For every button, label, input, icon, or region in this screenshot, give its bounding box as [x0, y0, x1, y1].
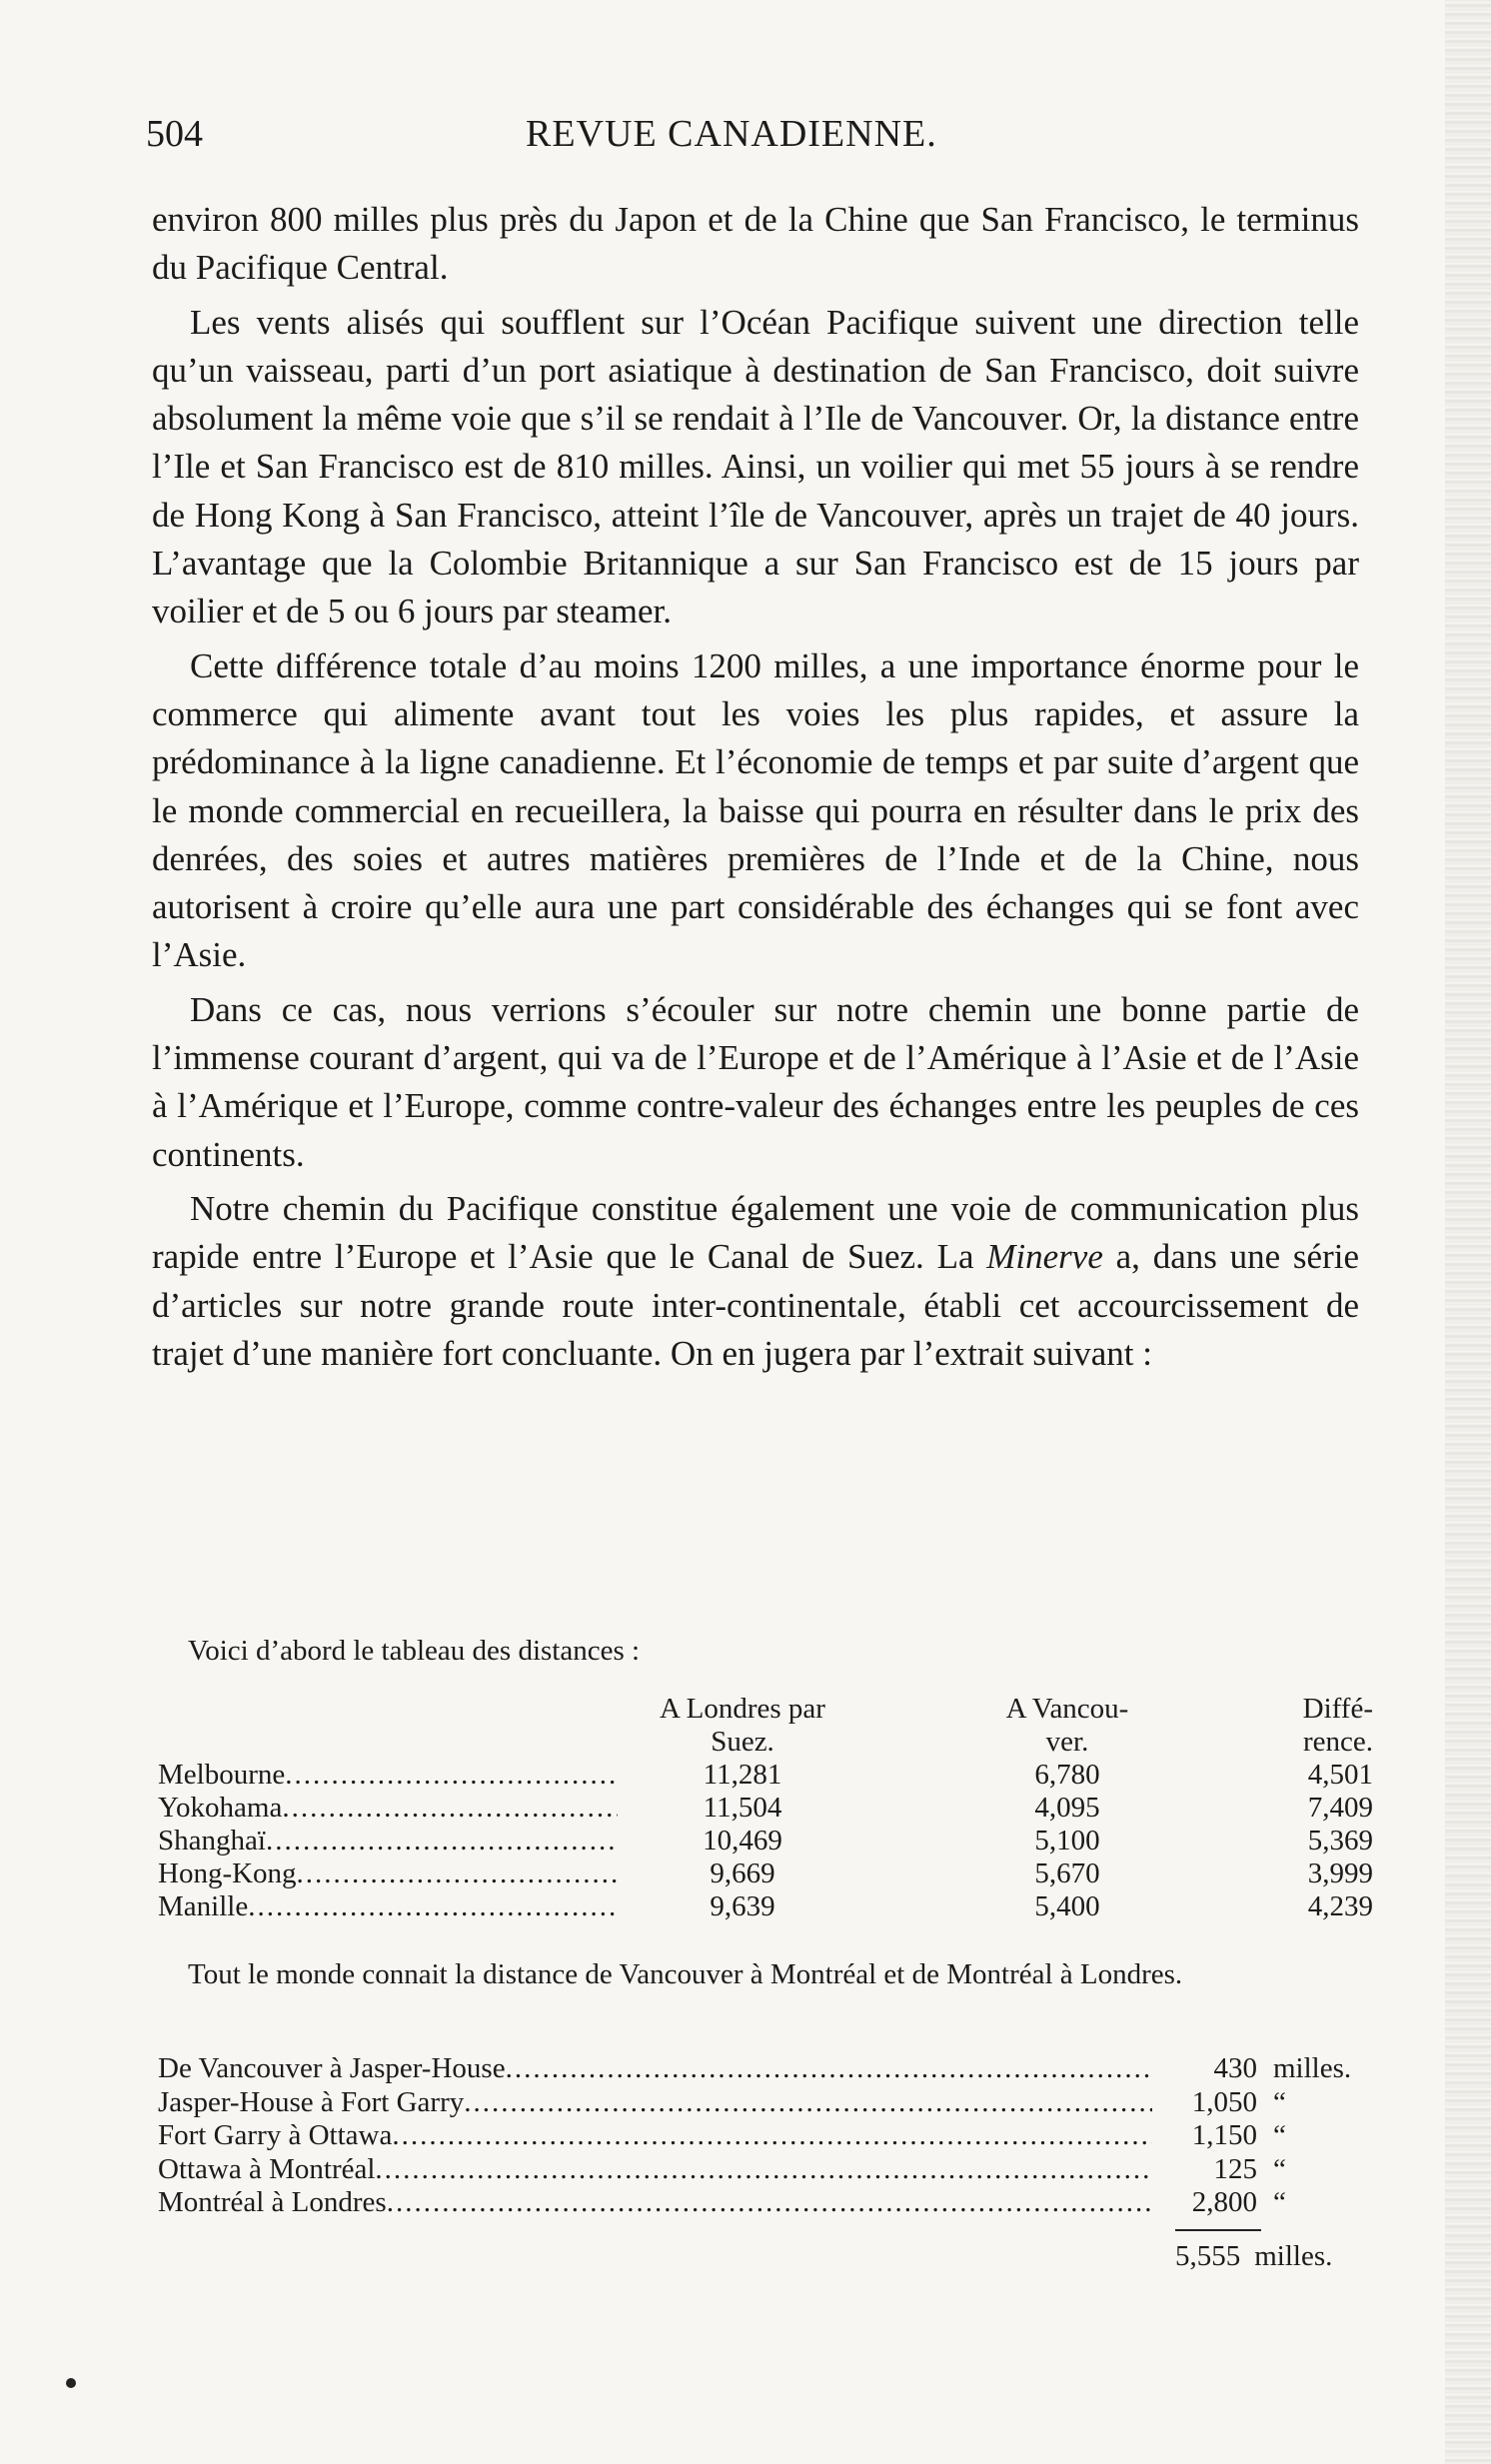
minerve-title: Minerve: [986, 1237, 1103, 1277]
total-miles: 5,555: [1175, 2240, 1241, 2272]
route-leg: Jasper-House à Fort Garry: [158, 2085, 465, 2118]
total-unit: milles.: [1254, 2240, 1333, 2272]
page-number: 504: [146, 113, 203, 155]
route-unit: “: [1273, 2152, 1286, 2185]
distance-difference: 7,409: [1307, 1792, 1373, 1824]
table-row: [158, 1857, 1373, 1890]
paragraph-continuation: environ 800 milles plus près du Japon et de la Chine que San Francisco, le terminus du Pacifique Central.: [152, 200, 1359, 288]
city-name: Melbourne: [158, 1759, 286, 1791]
ink-dot: [66, 2378, 76, 2388]
vancouver-distance: 6,780: [1034, 1759, 1100, 1791]
table-row: [158, 2153, 1373, 2187]
route-table: [158, 2052, 1373, 2220]
body-text: [152, 196, 1359, 1378]
table-row: [158, 2119, 1373, 2153]
paragraph-trade-winds: Les vents alisés qui soufflent sur l’Océan Pacifique suivent une direction telle qu’un vaisseau, parti d’un port asiatique à destination de San Francisco, doit suivre absolument la même voie que s’il se rendait à l’Ile de Vancouver. Or, la distance entre l’Ile et San Francisco est de 810 milles. Ainsi, un voilier qui met 55 jours à se rendre de Hong Kong à San Francisco, atteint l’île de Vancouver, après un trajet de 40 jours. L’avantage que la Colombie Britannique a sur San Francisco est de 15 jours par voilier et de 5 ou 6 jours par steamer.: [152, 302, 1359, 631]
table-row: [158, 1890, 1373, 1923]
route-unit: milles.: [1273, 2052, 1352, 2084]
route-miles: 1,050: [1191, 2085, 1257, 2118]
london-distance: 10,469: [703, 1825, 782, 1856]
london-distance: 11,504: [703, 1792, 782, 1824]
city-name: Hong-Kong: [158, 1857, 297, 1889]
route-leg: Ottawa à Montréal: [158, 2152, 376, 2185]
london-distance: 9,639: [710, 1890, 775, 1922]
london-distance: 9,669: [710, 1857, 775, 1889]
city-name: Yokohama: [158, 1792, 283, 1824]
header-vancouver: A Vancou- ver.: [1005, 1693, 1129, 1758]
route-miles: 2,800: [1191, 2186, 1257, 2218]
route-miles: 125: [1213, 2152, 1257, 2185]
page-header: [146, 112, 1355, 172]
table-row: [158, 2186, 1373, 2220]
route-leg: De Vancouver à Jasper-House: [158, 2052, 506, 2084]
distance-difference: 4,501: [1307, 1759, 1373, 1791]
city-name: Shanghaï: [158, 1825, 266, 1856]
distance-table-header: [158, 1693, 1373, 1759]
header-london: A Londres par Suez.: [660, 1693, 825, 1758]
table-row: [158, 1759, 1373, 1792]
distance-difference: 4,239: [1307, 1890, 1373, 1922]
page-edge: [1445, 0, 1491, 2464]
table-row: [158, 2086, 1373, 2120]
running-title: REVUE CANADIENNE.: [526, 113, 937, 155]
distance-difference: 5,369: [1307, 1825, 1373, 1856]
vancouver-distance: 5,100: [1034, 1825, 1100, 1856]
paragraph-money-flow: Dans ce cas, nous verrions s’écouler sur notre chemin une bonne partie de l’immense courant d’argent, qui va de l’Europe et de l’Amérique à l’Asie et de l’Asie à l’Amérique et l’Europe, comme contre-valeur des échanges entre les peuples de ces continents.: [152, 989, 1359, 1174]
vancouver-distance: 5,400: [1034, 1890, 1100, 1922]
distance-table: [158, 1693, 1373, 1923]
london-distance: 11,281: [703, 1759, 782, 1791]
header-difference: Diffé- rence.: [1302, 1693, 1373, 1758]
paragraph-suez: [152, 1185, 1359, 1378]
route-note: Tout le monde connait la distance de Vancouver à Montréal et de Montréal à Londres.: [188, 1958, 1183, 1990]
paragraph-difference: Cette différence totale d’au moins 1200 milles, a une importance énorme pour le commerce qui alimente avant tout les voies les plus rapides, et assure la prédominance à la ligne canadienne. Et l’économie de temps et par suite d’argent que le monde commercial en recueillera, la baisse qui pourra en résulter dans le prix des denrées, des soies et autres matières premières de l’Inde et de la Chine, nous autorisent à croire qu’elle aura une part considérable des échanges qui se font avec l’Asie.: [152, 645, 1359, 975]
route-miles: 430: [1213, 2052, 1257, 2084]
route-total: [1175, 2240, 1332, 2273]
table-row: [158, 1792, 1373, 1825]
route-unit: “: [1273, 2186, 1286, 2218]
table-row: [158, 2052, 1373, 2086]
distance-difference: 3,999: [1307, 1857, 1373, 1889]
route-unit: “: [1273, 2119, 1286, 2151]
paragraph-suez-before: Notre chemin du Pacifique constitue également une voie de communication plus rapide entre l’Europe et l’Asie que le Canal de Suez. La: [152, 1188, 1359, 1277]
vancouver-distance: 5,670: [1034, 1857, 1100, 1889]
vancouver-distance: 4,095: [1034, 1792, 1100, 1824]
table-row: [158, 1825, 1373, 1857]
total-rule: [1175, 2229, 1261, 2231]
route-leg: Montréal à Londres: [158, 2186, 387, 2218]
route-leg: Fort Garry à Ottawa: [158, 2119, 393, 2151]
paragraph-suez-after: a, dans une série d’articles sur notre grande route inter-continentale, établi cet accourcissement de trajet d’une manière fort concluante. On en jugera par l’extrait suivant :: [152, 1237, 1359, 1373]
route-unit: “: [1273, 2085, 1286, 2118]
distance-table-intro: Voici d’abord le tableau des distances :: [188, 1635, 641, 1667]
route-miles: 1,150: [1191, 2119, 1257, 2151]
city-name: Manille: [158, 1890, 249, 1922]
